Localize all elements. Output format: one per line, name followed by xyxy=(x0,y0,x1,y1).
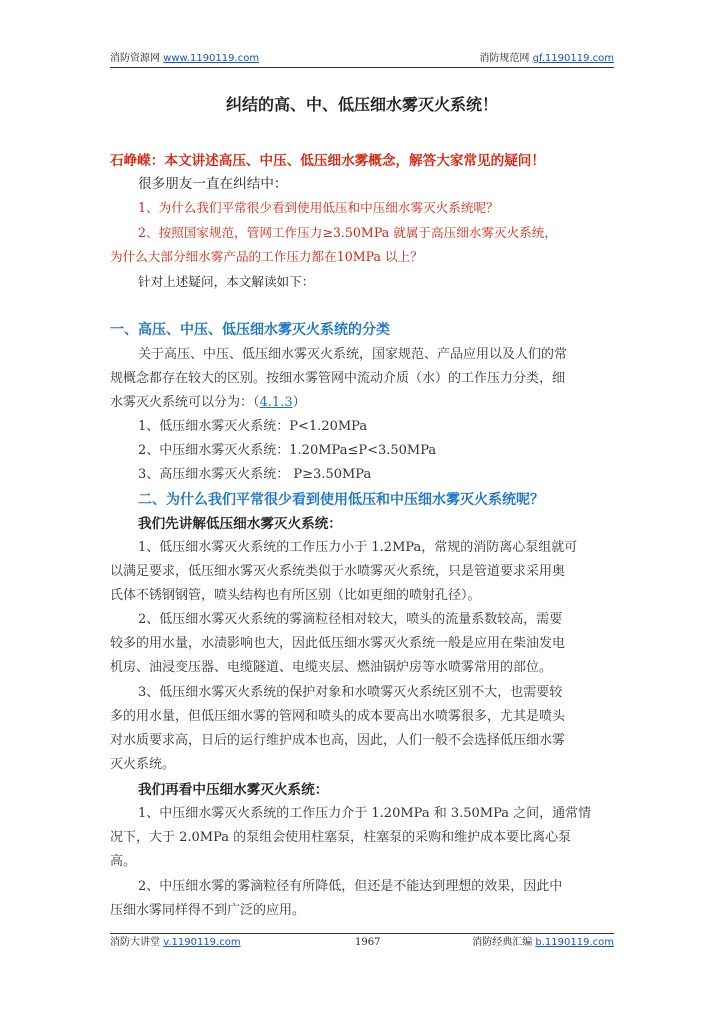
low-paragraph2-line3: 机房、油浸变压器、电缆隧道、电缆夹层、燃油锅炉房等水喷雾常用的部位。 xyxy=(110,660,553,675)
intro-answer-intro: 针对上述疑问，本文解读如下： xyxy=(138,274,315,289)
mid-paragraph1-line3: 高。 xyxy=(110,854,137,869)
mid-paragraph1-line1: 1、中压细水雾灭火系统的工作压力介于 1.20MPa 和 3.50MPa 之间，通常情 xyxy=(138,806,592,821)
section1-paragraph-line3-close: ） xyxy=(292,395,306,410)
low-paragraph1-line1: 1、低压细水雾灭火系统的工作压力小于 1.2MPa，常规的消防离心泵组就可 xyxy=(138,540,578,555)
section1-heading: 一、高压、中压、低压细水雾灭火系统的分类 xyxy=(110,322,390,338)
low-paragraph2-line1: 2、低压细水雾灭火系统的雾滴粒径相对较大，喷头的流量系数较高，需要 xyxy=(138,612,563,627)
footer-left-link[interactable]: v.1190119.com xyxy=(163,937,241,948)
intro-question-2-line1: 2、按照国家规范，管网工作压力≥3.50MPa 就属于高压细水雾灭火系统， xyxy=(138,225,557,240)
page-header xyxy=(110,52,614,68)
intro-question-2-line2: 为什么大部分细水雾产品的工作压力都在10MPa 以上？ xyxy=(110,249,423,264)
medium-pressure-heading: 我们再看中压细水雾灭火系统： xyxy=(138,782,329,798)
mid-paragraph2-line2: 压细水雾同样得不到广泛的应用。 xyxy=(110,903,306,918)
low-paragraph1-line3: 氏体不锈钢钢管，喷头结构也有所区别（比如更细的喷射孔径）。 xyxy=(110,588,481,603)
low-paragraph1-line2: 以满足要求，低压细水雾灭火系统类似于水喷雾灭火系统，只是管道要求采用奥 xyxy=(110,564,566,579)
clause-reference-link[interactable]: 4.1.3 xyxy=(259,395,293,410)
intro-question-1: 1、为什么我们平常很少看到使用低压和中压细水雾灭火系统呢？ xyxy=(138,200,499,215)
header-right-label: 消防规范网 xyxy=(479,53,530,64)
section1-paragraph-line3-text: 水雾灭火系统可以分为：（ xyxy=(110,395,260,410)
footer-right-label: 消防经典汇编 xyxy=(472,937,533,948)
header-right-link[interactable]: gf.1190119.com xyxy=(532,53,614,64)
footer-divider xyxy=(110,933,614,934)
low-paragraph3-line3: 对水质要求高，日后的运行维护成本也高，因此，人们一般不会选择低压细水雾 xyxy=(110,733,566,748)
footer-right xyxy=(472,936,614,950)
classification-item-medium: 2、中压细水雾灭火系统：1.20MPa≤P<3.50MPa xyxy=(138,443,437,458)
low-paragraph3-line4: 灭火系统。 xyxy=(110,757,176,772)
header-divider xyxy=(110,67,614,68)
classification-item-low: 1、低压细水雾灭火系统：P<1.20MPa xyxy=(138,419,368,434)
header-left-link[interactable]: www.1190119.com xyxy=(163,53,260,64)
header-left xyxy=(110,52,259,66)
mid-paragraph2-line1: 2、中压细水雾的雾滴粒径有所降低，但还是不能达到理想的效果，因此中 xyxy=(138,879,563,894)
intro-question-intro: 很多朋友一直在纠结中： xyxy=(138,176,288,192)
section1-paragraph-line1: 关于高压、中压、低压细水雾灭火系统，国家规范、产品应用以及人们的常 xyxy=(138,347,568,362)
low-paragraph2-line2: 较多的用水量，水渍影响也大，因此低压细水雾灭火系统一般是应用在柴油发电 xyxy=(110,636,566,651)
footer-left-label: 消防大讲堂 xyxy=(110,937,160,948)
footer-right-link[interactable]: b.1190119.com xyxy=(535,937,614,948)
classification-item-high: 3、高压细水雾灭火系统： P≥3.50MPa xyxy=(138,467,372,482)
section1-paragraph-line2: 规概念都存在较大的区别。按细水雾管网中流动介质（水）的工作压力分类，细 xyxy=(110,371,566,386)
low-paragraph3-line2: 多的用水量，但低压细水雾的管网和喷头的成本要高出水喷雾很多，尤其是喷头 xyxy=(110,709,566,724)
section1-paragraph-line3 xyxy=(110,393,614,413)
low-pressure-heading: 我们先讲解低压细水雾灭火系统： xyxy=(138,516,342,532)
section2-heading: 二、为什么我们平常很少看到使用低压和中压细水雾灭火系统呢？ xyxy=(138,492,544,508)
mid-paragraph1-line2: 况下，大于 2.0MPa 的泵组会使用柱塞泵，柱塞泵的采购和维护成本要比离心泵 xyxy=(110,830,572,845)
footer-left xyxy=(110,936,241,950)
page-number: 1967 xyxy=(355,937,381,948)
low-paragraph3-line1: 3、低压细水雾灭火系统的保护对象和水喷雾灭火系统区别不大，也需要较 xyxy=(138,685,563,700)
document-title: 纠结的高、中、低压细水雾灭火系统！ xyxy=(225,95,498,114)
intro-lead: 石峥嵘：本文讲述高压、中压、低压细水雾概念，解答大家常见的疑问！ xyxy=(110,153,545,169)
header-right xyxy=(479,52,614,66)
page-footer xyxy=(110,936,614,952)
header-left-label: 消防资源网 xyxy=(110,53,160,64)
